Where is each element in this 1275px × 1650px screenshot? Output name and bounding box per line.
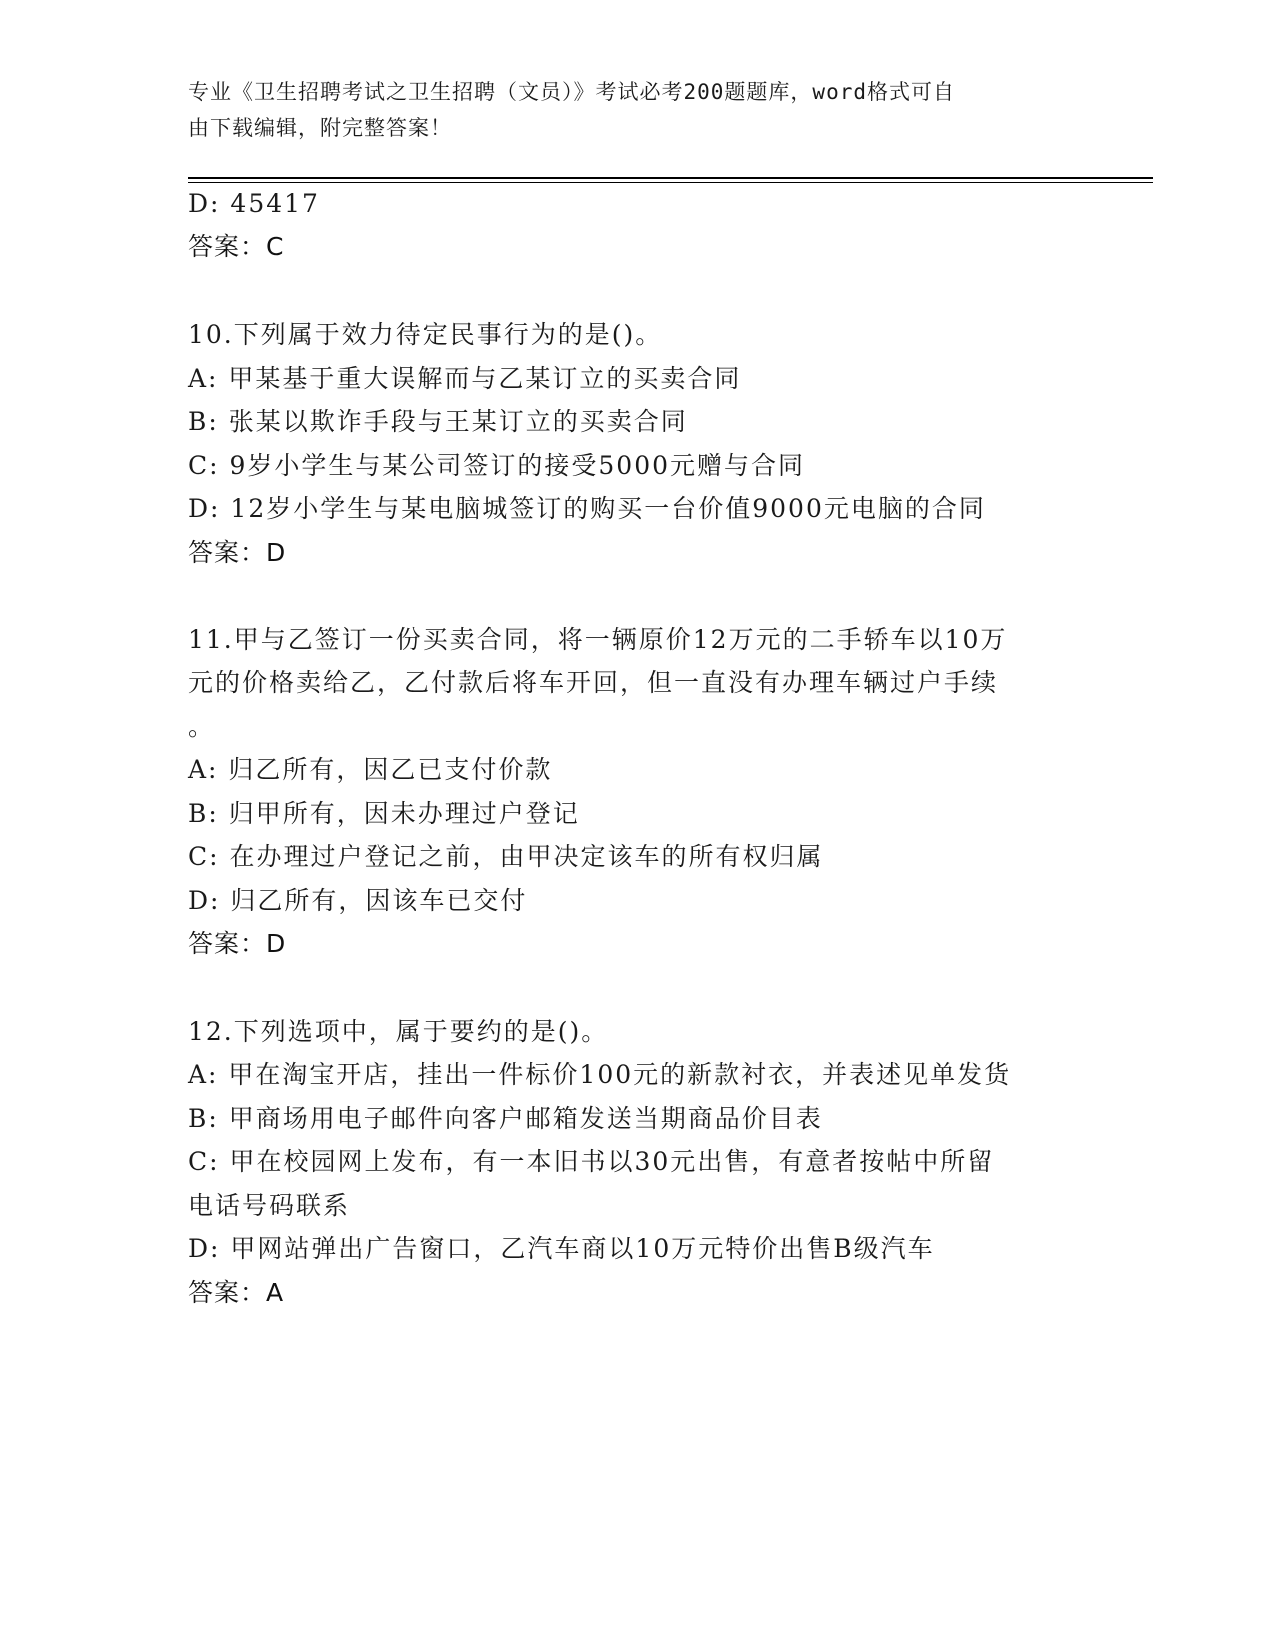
- q12-option-c-line-1: C: 甲在校园网上发布，有一本旧书以30元出售，有意者按帖中所留: [188, 1147, 995, 1176]
- document-header: [188, 74, 1068, 146]
- q11-option-c: C: 在办理过户登记之前，由甲决定该车的所有权归属: [188, 842, 824, 871]
- q11-stem-line-3: 。: [188, 712, 216, 741]
- prev-answer: 答案：C: [188, 232, 285, 261]
- q12-option-b: B: 甲商场用电子邮件向客户邮箱发送当期商品价目表: [188, 1104, 823, 1133]
- q11-stem-line-1: 11.甲与乙签订一份买卖合同，将一辆原价12万元的二手轿车以10万: [188, 625, 1008, 654]
- q11-option-b: B: 归甲所有，因未办理过户登记: [188, 799, 580, 828]
- q11-stem-line-2: 元的价格卖给乙，乙付款后将车开回，但一直没有办理车辆过户手续: [188, 668, 999, 697]
- q10-stem: 10.下列属于效力待定民事行为的是()。: [188, 320, 663, 349]
- q11-option-d: D: 归乙所有，因该车已交付: [188, 886, 528, 915]
- q10-option-b: B: 张某以欺诈手段与王某订立的买卖合同: [188, 407, 688, 436]
- q10-answer: 答案：D: [188, 538, 287, 567]
- q12-option-c-line-2: 电话号码联系: [188, 1191, 351, 1220]
- prev-option-d: D: 45417: [188, 189, 320, 218]
- q12-answer: 答案：A: [188, 1278, 285, 1307]
- q12-option-d: D: 甲网站弹出广告窗口，乙汽车商以10万元特价出售B级汽车: [188, 1234, 935, 1263]
- header-line-2: 由下载编辑，附完整答案！: [188, 116, 452, 140]
- header-divider-thin: [188, 182, 1153, 183]
- q10-option-a: A: 甲某基于重大误解而与乙某订立的买卖合同: [188, 364, 742, 393]
- q12-stem: 12.下列选项中，属于要约的是()。: [188, 1017, 609, 1046]
- q10-option-c: C: 9岁小学生与某公司签订的接受5000元赠与合同: [188, 451, 806, 480]
- q11-option-a: A: 归乙所有，因乙已支付价款: [188, 755, 553, 784]
- q10-option-d: D: 12岁小学生与某电脑城签订的购买一台价值9000元电脑的合同: [188, 494, 986, 523]
- header-divider-thick: [188, 177, 1153, 179]
- q12-option-a: A: 甲在淘宝开店，挂出一件标价100元的新款衬衣，并表述见单发货: [188, 1060, 1012, 1089]
- q11-answer: 答案：D: [188, 929, 287, 958]
- header-line-1: 专业《卫生招聘考试之卫生招聘（文员）》考试必考200题题库，word格式可自: [188, 80, 955, 104]
